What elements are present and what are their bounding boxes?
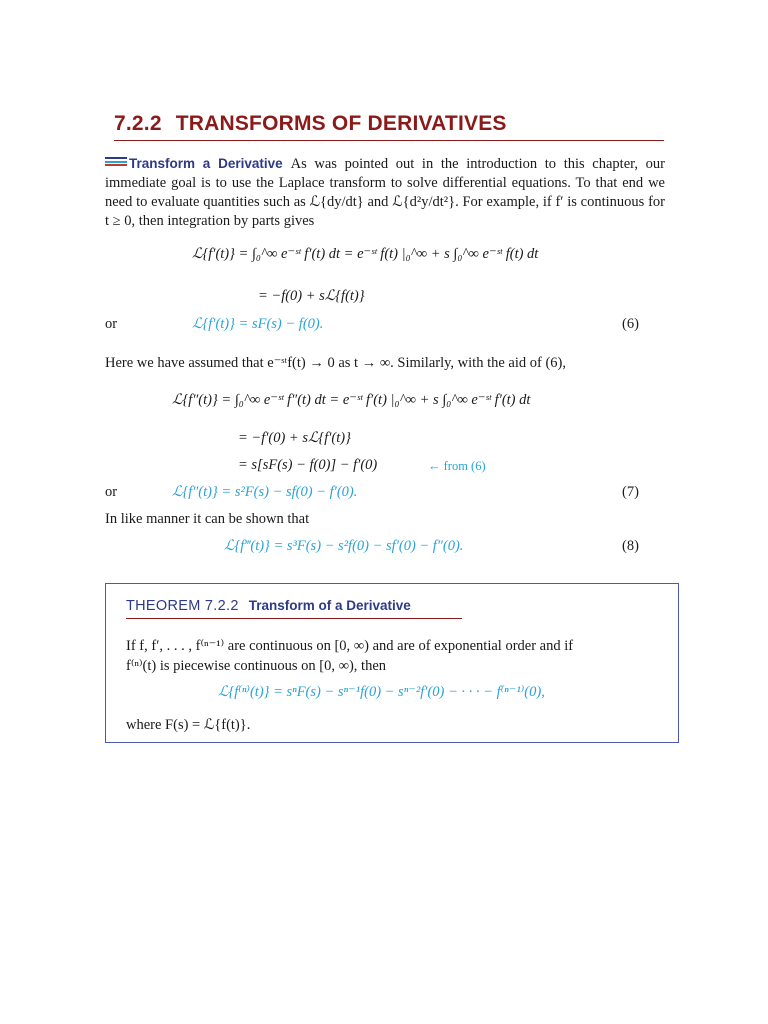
assumption-text: Here we have assumed that e⁻ˢᵗf(t) → 0 as t → ∞. Similarly, with the aid of (6), — [105, 355, 567, 371]
equation-number-6: (6) — [622, 316, 639, 332]
intro-text: As was pointed out in the introduction to this chapter, our immediate goal is to use the Laplace transform to solve differential equations. To that end we need to evaluate quantities such as ℒ{dy/dt} and ℒ{d²y/dt²}. For example, if f′ is continuous for t ≥ 0, then integration by parts gives — [105, 156, 665, 229]
or-label-1: or — [105, 316, 118, 332]
like-manner-text: In like manner it can be shown that — [105, 511, 310, 527]
section-title: TRANSFORMS OF DERIVATIVES — [175, 112, 507, 135]
theorem-name: Transform of a Derivative — [248, 598, 411, 613]
tricolor-bars-icon — [105, 157, 127, 169]
equation-8: ℒ{f‴(t)} = s³F(s) − s²f(0) − sf′(0) − f″(0). — [224, 538, 464, 554]
equation-second-derivative-b: = −f′(0) + sℒ{f′(t)} — [238, 430, 351, 446]
theorem-statement-line-2: f⁽ⁿ⁾(t) is piecewise continuous on [0, ∞), then — [126, 658, 387, 674]
run-in-heading: Transform a Derivative — [129, 156, 283, 171]
equation-second-derivative-c: = s[sF(s) − f(0)] − f′(0) — [238, 457, 378, 473]
equation-number-7: (7) — [622, 484, 639, 500]
section-number: 7.2.2 — [114, 112, 162, 135]
equation-7: ℒ{f″(t)} = s²F(s) − sf(0) − f′(0). — [172, 484, 358, 500]
theorem-where-clause: where F(s) = ℒ{f(t)}. — [126, 717, 251, 733]
theorem-title-underline — [126, 618, 462, 619]
or-label-2: or — [105, 484, 118, 500]
equation-6: ℒ{f′(t)} = sF(s) − f(0). — [192, 316, 324, 332]
theorem-label: THEOREM 7.2.2 — [126, 598, 239, 614]
from-6-annotation: ← from (6) — [428, 459, 486, 473]
equation-first-derivative-a: ℒ{f′(t)} = ∫₀^∞ e⁻ˢᵗ f′(t) dt = e⁻ˢᵗ f(t) |₀^∞ + s ∫₀^∞ e⁻ˢᵗ f(t) dt — [192, 246, 539, 262]
theorem-title — [126, 598, 411, 614]
equation-first-derivative-b: = −f(0) + sℒ{f(t)} — [258, 288, 365, 304]
theorem-equation: ℒ{f⁽ⁿ⁾(t)} = sⁿF(s) − sⁿ⁻¹f(0) − sⁿ⁻²f′(0) − · · · − f⁽ⁿ⁻¹⁾(0), — [218, 684, 545, 700]
theorem-box — [105, 583, 679, 743]
equation-number-8: (8) — [622, 538, 639, 554]
equation-second-derivative-a: ℒ{f″(t)} = ∫₀^∞ e⁻ˢᵗ f″(t) dt = e⁻ˢᵗ f′(t) |₀^∞ + s ∫₀^∞ e⁻ˢᵗ f′(t) dt — [172, 392, 531, 408]
intro-paragraph — [105, 154, 665, 231]
theorem-statement-line-1: If f, f′, . . . , f⁽ⁿ⁻¹⁾ are continuous on [0, ∞) and are of exponential order and if — [126, 638, 574, 654]
section-heading — [114, 112, 664, 141]
